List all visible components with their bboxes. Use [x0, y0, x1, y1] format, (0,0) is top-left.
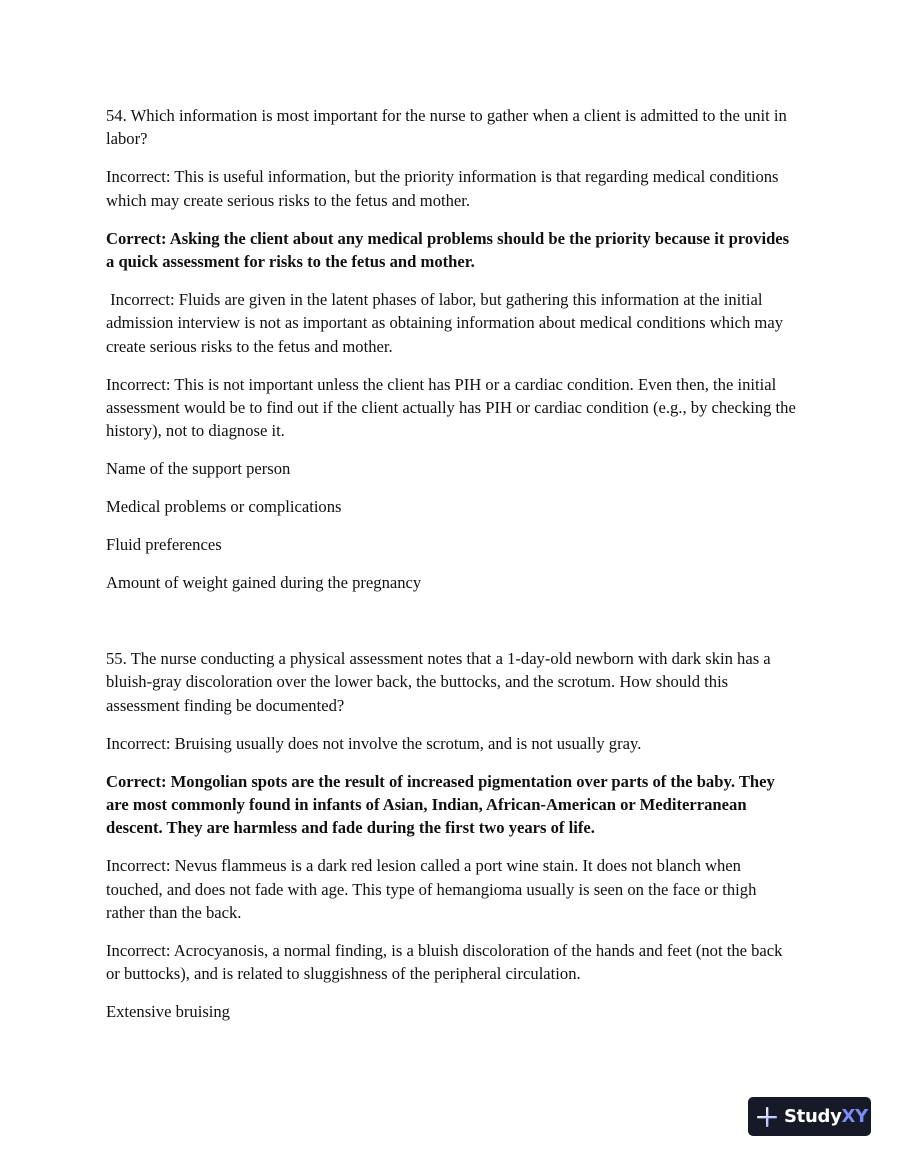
q55-rationale-4: Incorrect: Acrocyanosis, a normal finding, is a bluish discoloration of the hands and feet (not the back or buttocks), and is related to sluggishness of the peripheral circulation.: [106, 941, 783, 984]
logo-text-main: Study: [784, 1106, 842, 1127]
q55-option-1: Extensive bruising: [106, 1002, 230, 1022]
q54-rationale-correct: Correct: Asking the client about any medical problems should be the priority because it provides a quick assessment for risks to the fetus and mother.: [106, 228, 790, 272]
document-page: [106, 104, 796, 1038]
logo-text: [784, 1106, 868, 1127]
studyxy-logo[interactable]: [748, 1097, 871, 1136]
section-gap: [106, 609, 796, 647]
logo-text-accent: XY: [841, 1106, 868, 1127]
q54-option-4: Amount of weight gained during the pregnancy: [106, 573, 422, 593]
plus-icon: [756, 1106, 778, 1128]
q54-option-2: Medical problems or complications: [106, 497, 342, 517]
q55-rationale-1: Incorrect: Bruising usually does not involve the scrotum, and is not usually gray.: [106, 733, 642, 753]
q55-rationale-correct: Correct: Mongolian spots are the result of increased pigmentation over parts of the baby. They are most commonly found in infants of Asian, Indian, African-American or Mediterranean descent. They are harmless and fade during the first two years of life.: [106, 771, 775, 838]
q54-option-1: Name of the support person: [106, 459, 291, 479]
q54-option-3: Fluid preferences: [106, 535, 222, 555]
question-55: 55. The nurse conducting a physical assessment notes that a 1-day-old newborn with dark skin has a bluish-gray discoloration over the lower back, the buttocks, and the scrotum. How should this assessment finding be documented?: [106, 649, 771, 715]
q54-rationale-3: Incorrect: Fluids are given in the latent phases of labor, but gathering this information at the initial admission interview is not as important as obtaining information about medical conditions which may create serious risks to the fetus and mother.: [106, 289, 788, 356]
question-54: 54. Which information is most important for the nurse to gather when a client is admitted to the unit in labor?: [106, 106, 787, 149]
q54-rationale-4: Incorrect: This is not important unless the client has PIH or a cardiac condition. Even then, the initial assessment would be to find out if the client actually has PIH or cardiac condition (e.g., by checking the history), not to diagnose it.: [106, 374, 796, 441]
q54-rationale-1: Incorrect: This is useful information, but the priority information is that regarding medical conditions which may create serious risks to the fetus and mother.: [106, 167, 779, 210]
q55-rationale-3: Incorrect: Nevus flammeus is a dark red lesion called a port wine stain. It does not blanch when touched, and does not fade with age. This type of hemangioma usually is seen on the face or thigh rather than the back.: [106, 856, 757, 923]
